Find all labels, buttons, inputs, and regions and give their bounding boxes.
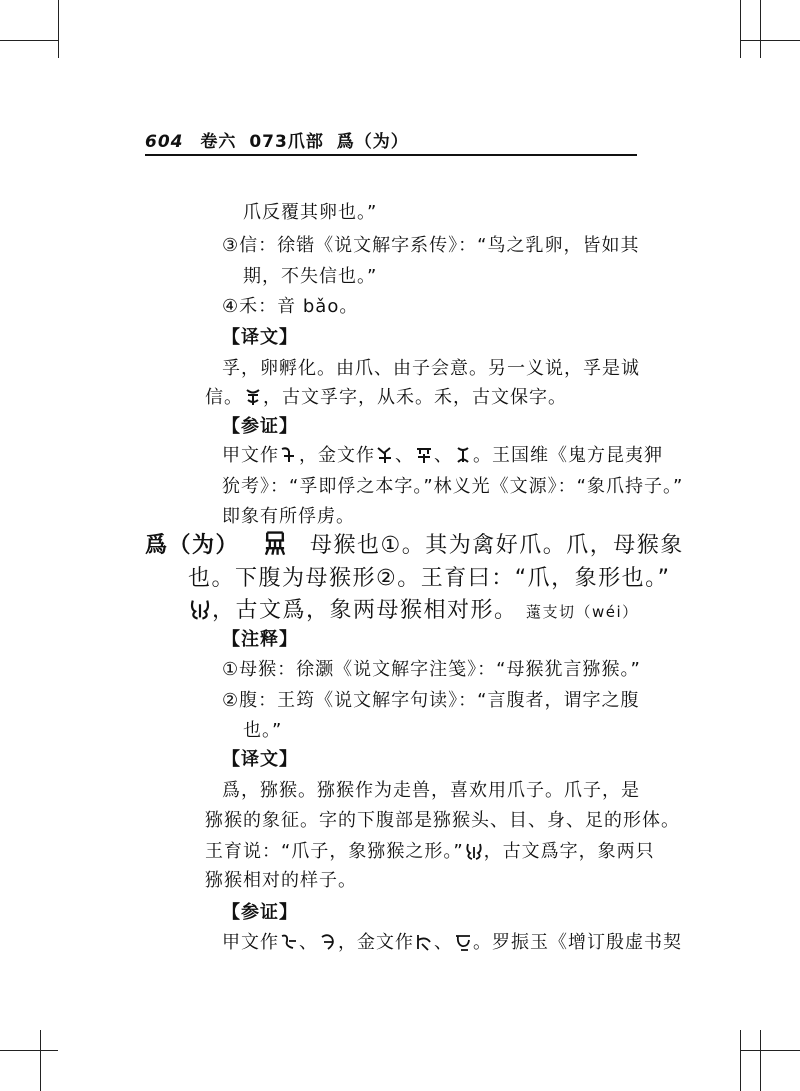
text-segment: 、 [395, 445, 414, 466]
note-4: ④禾：音 bǎo。 [222, 296, 359, 317]
entry-label: 爲（为） [336, 132, 409, 152]
ancient-script-glyph-icon [414, 932, 434, 952]
text-line-with-glyph [222, 441, 663, 467]
note-2: ②腹：王筠《说文解字句读》：“言腹者，谓字之腹 [222, 690, 640, 711]
ancient-script-glyph-icon [318, 932, 338, 952]
ancient-script-glyph-icon [464, 841, 484, 861]
crop-mark [740, 0, 741, 58]
text-segment: 王育说：“爪子，象猕猴之形。” [205, 841, 464, 862]
running-header [145, 127, 637, 155]
text-segment: 信。 [205, 387, 243, 408]
text-line: 也。下腹为母猴形②。王育曰：“爪，象形也。” [188, 566, 671, 591]
crop-mark [740, 40, 800, 41]
text-segment: ，金文作 [299, 445, 375, 466]
ancient-script-glyph-icon [243, 387, 263, 407]
text-line: 即象有所俘虏。 [222, 506, 355, 527]
text-segment: ，古文爲字，象两只 [483, 841, 655, 862]
text-line: 猕猴相对的样子。 [205, 870, 357, 891]
crop-mark [740, 1050, 800, 1051]
crop-mark [0, 1050, 58, 1051]
text-line: 孚，卵孵化。由爪、由子会意。另一义说，孚是诚 [222, 358, 640, 379]
seal-script-glyph-icon [262, 530, 288, 556]
text-segment: ，古文爲，象两母猴相对形。 [212, 598, 518, 623]
ancient-script-glyph-icon [453, 445, 473, 465]
text-segment: ，金文作 [338, 932, 414, 953]
crop-mark [760, 1030, 761, 1091]
header-rule [145, 154, 637, 156]
text-line: 期，不失信也。” [243, 266, 378, 287]
text-segment: ，古文孚字，从禾。禾，古文保字。 [263, 387, 567, 408]
note-3: ③信：徐锴《说文解字系传》：“鸟之乳卵，皆如其 [222, 235, 640, 256]
crop-mark [58, 0, 59, 58]
text-line: 也。” [243, 720, 283, 741]
entry-headline [145, 528, 684, 559]
entry-head-character: 爲（为） [145, 533, 240, 558]
ancient-script-glyph-icon [279, 445, 299, 465]
crop-mark [0, 40, 58, 41]
section-heading-translation: 【译文】 [222, 327, 298, 348]
text-segment: 、 [434, 932, 453, 953]
text-line: 狁考》：“孚即俘之本字。”林义光《文源》：“象爪持子。” [222, 476, 684, 497]
crop-mark [760, 0, 761, 58]
text-segment: 。王国维《鬼方昆夷狎 [473, 445, 663, 466]
volume-label: 卷六 [200, 132, 237, 152]
crop-mark [40, 1030, 41, 1091]
text-line-with-glyph [205, 837, 655, 863]
fanqie-reading: 薳支切（wéi） [526, 603, 639, 621]
section-heading-notes: 【注释】 [222, 629, 298, 650]
ancient-script-glyph-icon [414, 445, 434, 465]
ancient-script-glyph-icon [188, 597, 212, 621]
text-line-with-glyph [205, 383, 567, 409]
text-line-with-glyph [222, 928, 682, 954]
ancient-script-glyph-icon [453, 932, 473, 952]
section-label: 073爪部 [249, 132, 324, 152]
ancient-script-glyph-icon [375, 445, 395, 465]
text-segment: 、 [434, 445, 453, 466]
text-line: 爲，猕猴。猕猴作为走兽，喜欢用爪子。爪子，是 [222, 780, 640, 801]
entry-definition: 母猴也①。其为禽好爪。爪，母猴象 [310, 533, 684, 558]
text-segment: 甲文作 [222, 932, 279, 953]
crop-mark [740, 1030, 741, 1091]
text-line-with-glyph [188, 593, 639, 624]
text-segment: 、 [299, 932, 318, 953]
section-heading-evidence: 【参证】 [222, 416, 298, 437]
text-segment: 。罗振玉《增订殷虚书契 [473, 932, 682, 953]
section-heading-evidence: 【参证】 [222, 902, 298, 923]
text-segment: 甲文作 [222, 445, 279, 466]
section-heading-translation: 【译文】 [222, 749, 298, 770]
text-line: 猕猴的象征。字的下腹部是猕猴头、目、身、足的形体。 [205, 810, 680, 831]
ancient-script-glyph-icon [279, 932, 299, 952]
note-1: ①母猴：徐灏《说文解字注笺》：“母猴犹言猕猴。” [222, 659, 641, 680]
text-line: 爪反覆其卵也。” [243, 202, 378, 223]
page-number: 604 [145, 132, 184, 152]
